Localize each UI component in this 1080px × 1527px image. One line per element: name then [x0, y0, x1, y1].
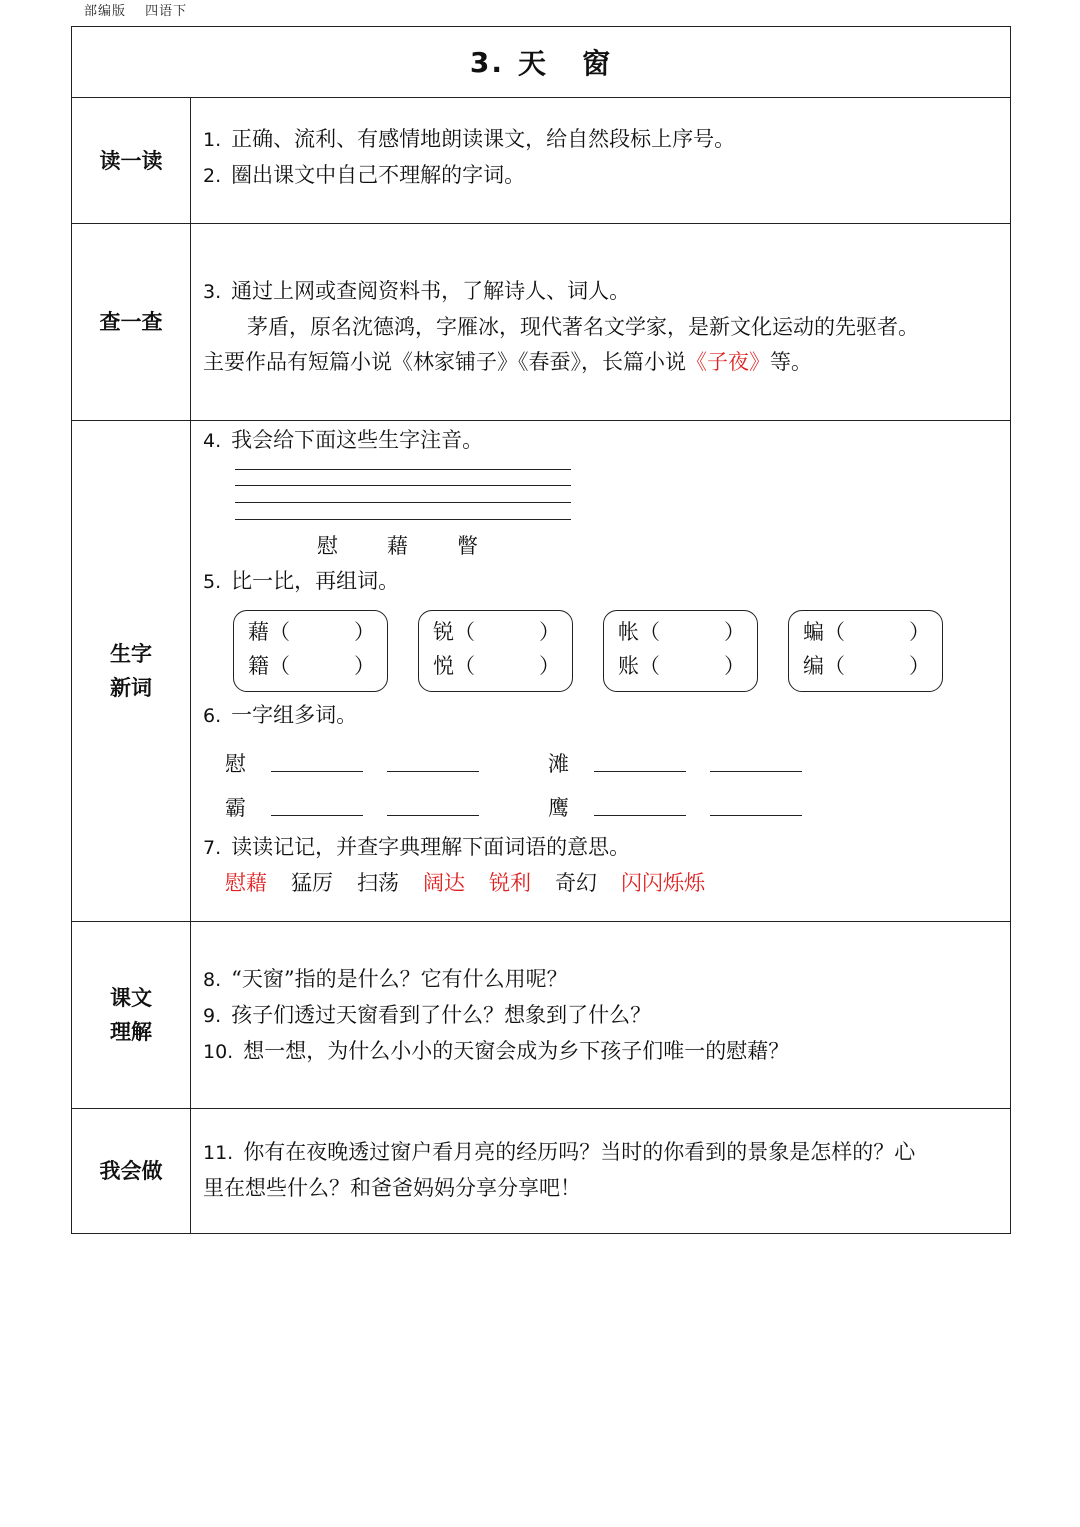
row-body-read — [191, 98, 1010, 223]
paren-close: ） — [539, 620, 560, 644]
question-5 — [203, 564, 998, 600]
question-3 — [203, 274, 998, 310]
question-9 — [203, 998, 998, 1034]
question-text: 圈出课文中自己不理解的字词。 — [231, 163, 526, 187]
paren-open: （ — [824, 654, 845, 678]
question-8 — [203, 962, 998, 998]
question-text: 正确、流利、有感情地朗读课文，给自然段标上序号。 — [231, 127, 736, 151]
multi-word-row-1 — [225, 742, 998, 786]
question-4 — [203, 423, 998, 459]
lesson-title — [72, 27, 1010, 98]
question-text: 一字组多词。 — [231, 703, 358, 727]
label-line-1: 生字 — [110, 642, 152, 666]
row-understanding — [72, 922, 1010, 1109]
row-check — [72, 224, 1010, 421]
multi-char: 鹰 — [548, 796, 569, 820]
compare-char: 悦 — [433, 654, 454, 678]
author-bio-line-1: 茅盾，原名沈德鸿，字雁冰，现代著名文学家，是新文化运动的先驱者。 — [247, 315, 919, 339]
pinyin-char: 瞥 — [457, 534, 478, 558]
row-body-new-words — [191, 421, 1010, 921]
question-number: 2. — [203, 165, 222, 187]
lesson-title-word-1: 天 — [518, 47, 549, 80]
pinyin-line — [235, 502, 571, 503]
paren-close: ） — [354, 620, 375, 644]
compare-box[interactable] — [603, 610, 758, 692]
row-body-check — [191, 224, 1010, 420]
question-text: 读读记记，并查字典理解下面词语的意思。 — [231, 835, 631, 859]
question-10 — [203, 1034, 998, 1070]
compare-char: 账 — [618, 654, 639, 678]
pinyin-line — [235, 469, 571, 470]
author-bio-line-2 — [203, 345, 998, 380]
question-6 — [203, 698, 998, 734]
compare-char: 籍 — [248, 654, 269, 678]
row-label-new-words — [72, 421, 191, 921]
compare-box[interactable] — [788, 610, 943, 692]
paren-open: （ — [269, 620, 290, 644]
row-label-can-do: 我会做 — [72, 1109, 191, 1233]
row-new-words — [72, 421, 1010, 922]
edition-label: 部编版 — [84, 4, 127, 19]
grade-label: 四语下 — [145, 4, 188, 19]
paren-open: （ — [639, 654, 660, 678]
paren-close: ） — [909, 654, 930, 678]
highlighted-novel: 《子夜》 — [686, 350, 770, 374]
compare-char: 锐 — [433, 620, 454, 644]
answer-blank[interactable] — [387, 789, 479, 816]
page-header — [84, 0, 201, 19]
question-11-continued: 里在想些什么？和爸爸妈妈分享分享吧！ — [203, 1176, 581, 1200]
question-text: 想一想，为什么小小的天窗会成为乡下孩子们唯一的慰藉？ — [243, 1039, 790, 1063]
question-text: 比一比，再组词。 — [231, 569, 400, 593]
question-number: 7. — [203, 837, 222, 859]
question-text: 我会给下面这些生字注音。 — [231, 428, 484, 452]
vocab-word: 阔达 — [423, 871, 465, 895]
vocab-word: 慰藉 — [225, 871, 267, 895]
vocab-word: 锐利 — [489, 871, 531, 895]
question-2 — [203, 158, 998, 194]
answer-blank[interactable] — [271, 745, 363, 772]
pinyin-writing-lines[interactable] — [235, 465, 571, 523]
answer-blank[interactable] — [594, 789, 686, 816]
question-number: 3. — [203, 281, 222, 303]
question-1 — [203, 122, 998, 158]
vocab-word: 闪闪烁烁 — [621, 871, 705, 895]
paren-open: （ — [269, 654, 290, 678]
question-text: 你有在夜晚透过窗户看月亮的经历吗？当时的你看到的景象是怎样的？心 — [243, 1140, 916, 1164]
question-number: 9. — [203, 1005, 222, 1027]
row-read — [72, 98, 1010, 224]
question-text: 通过上网或查阅资料书，了解诗人、词人。 — [231, 279, 631, 303]
works-ending: 等。 — [770, 350, 812, 374]
paren-close: ） — [724, 654, 745, 678]
paren-close: ） — [909, 620, 930, 644]
paren-open: （ — [824, 620, 845, 644]
question-number: 8. — [203, 969, 222, 991]
label-line-2: 理解 — [110, 1020, 152, 1044]
question-number: 4. — [203, 430, 222, 452]
pinyin-char: 藉 — [387, 534, 408, 558]
question-number: 1. — [203, 129, 222, 151]
compare-char: 藉 — [248, 620, 269, 644]
question-number: 11. — [203, 1142, 234, 1164]
row-label-understanding — [72, 922, 191, 1108]
compare-box[interactable] — [418, 610, 573, 692]
vocab-word: 扫荡 — [357, 871, 399, 895]
answer-blank[interactable] — [594, 745, 686, 772]
pinyin-line — [235, 485, 571, 486]
multi-char: 滩 — [548, 752, 569, 776]
compare-char: 蝙 — [803, 620, 824, 644]
question-text: “天窗”指的是什么？它有什么用呢？ — [231, 967, 568, 991]
compare-char: 编 — [803, 654, 824, 678]
row-body-understanding — [191, 922, 1010, 1108]
question-7 — [203, 830, 998, 866]
vocab-list — [225, 866, 998, 901]
question-number: 10. — [203, 1041, 234, 1063]
multi-char: 慰 — [225, 752, 246, 776]
compare-boxes — [233, 610, 998, 692]
question-number: 6. — [203, 705, 222, 727]
paren-open: （ — [454, 654, 475, 678]
paren-open: （ — [639, 620, 660, 644]
answer-blank[interactable] — [710, 789, 802, 816]
lesson-title-word-2: 窗 — [582, 47, 613, 80]
answer-blank[interactable] — [387, 745, 479, 772]
lesson-number: 3. — [469, 45, 505, 79]
question-text: 孩子们透过天窗看到了什么？想象到了什么？ — [231, 1003, 652, 1027]
vocab-word: 奇幻 — [555, 871, 597, 895]
vocab-word: 猛厉 — [291, 871, 333, 895]
pinyin-char: 慰 — [317, 534, 338, 558]
compare-box[interactable] — [233, 610, 388, 692]
paren-close: ） — [724, 620, 745, 644]
compare-char: 帐 — [618, 620, 639, 644]
pinyin-characters — [317, 529, 998, 564]
row-can-do — [72, 1109, 1010, 1233]
label-line-1: 课文 — [110, 986, 152, 1010]
paren-open: （ — [454, 620, 475, 644]
works-text: 主要作品有短篇小说《林家铺子》《春蚕》，长篇小说 — [203, 350, 686, 374]
question-11 — [203, 1135, 998, 1171]
row-label-check: 查一查 — [72, 224, 191, 420]
answer-blank[interactable] — [710, 745, 802, 772]
label-line-2: 新词 — [110, 676, 152, 700]
question-number: 5. — [203, 571, 222, 593]
row-body-can-do — [191, 1109, 1010, 1233]
pinyin-line — [235, 519, 571, 520]
worksheet-table — [71, 26, 1011, 1234]
multi-word-row-2 — [225, 786, 998, 830]
row-label-read: 读一读 — [72, 98, 191, 223]
multi-char: 霸 — [225, 796, 246, 820]
paren-close: ） — [539, 654, 560, 678]
answer-blank[interactable] — [271, 789, 363, 816]
paren-close: ） — [354, 654, 375, 678]
